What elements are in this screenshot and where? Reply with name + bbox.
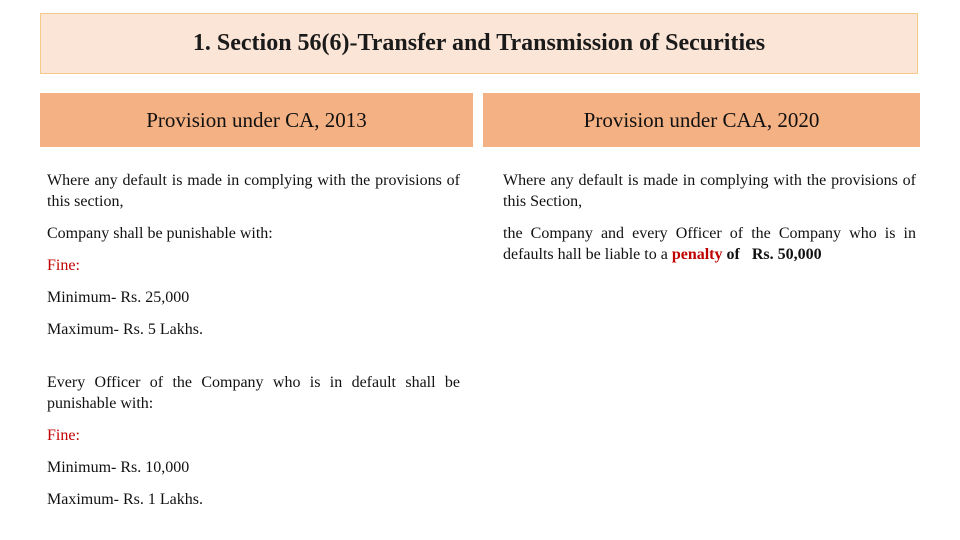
page-title: 1. Section 56(6)-Transfer and Transmission of Securities <box>192 30 766 56</box>
left-fine-label-1: Fine: <box>47 257 80 274</box>
penalty-word: penalty <box>671 246 723 263</box>
left-maximum-2: Maximum- Rs. 1 Lakhs. <box>47 491 203 508</box>
right-penalty-lead: the Company and every Officer of the Company who is in defaults hall be liable to a <box>503 225 916 263</box>
right-penalty-text <box>503 223 916 265</box>
column-header-ca-2013: Provision under CA, 2013 <box>40 93 473 147</box>
penalty-amount: Rs. 50,000 <box>751 246 822 263</box>
left-minimum-2: Minimum- Rs. 10,000 <box>47 459 190 476</box>
left-officer-punishable: Every Officer of the Company who is in default shall be punishable with: <box>47 374 460 412</box>
penalty-of: of <box>722 246 740 263</box>
left-minimum-1: Minimum- Rs. 25,000 <box>47 289 190 306</box>
left-company-punishable: Company shall be punishable with: <box>47 225 273 242</box>
left-default-text: Where any default is made in complying with the provisions of this section, <box>47 172 460 210</box>
right-default-text: Where any default is made in complying with the provisions of this Section, <box>503 172 916 210</box>
right-column <box>503 170 916 265</box>
left-fine-label-2: Fine: <box>47 427 80 444</box>
column-header-caa-2020: Provision under CAA, 2020 <box>483 93 920 147</box>
left-maximum-1: Maximum- Rs. 5 Lakhs. <box>47 321 203 338</box>
left-column <box>47 170 460 510</box>
title-box <box>40 13 918 74</box>
